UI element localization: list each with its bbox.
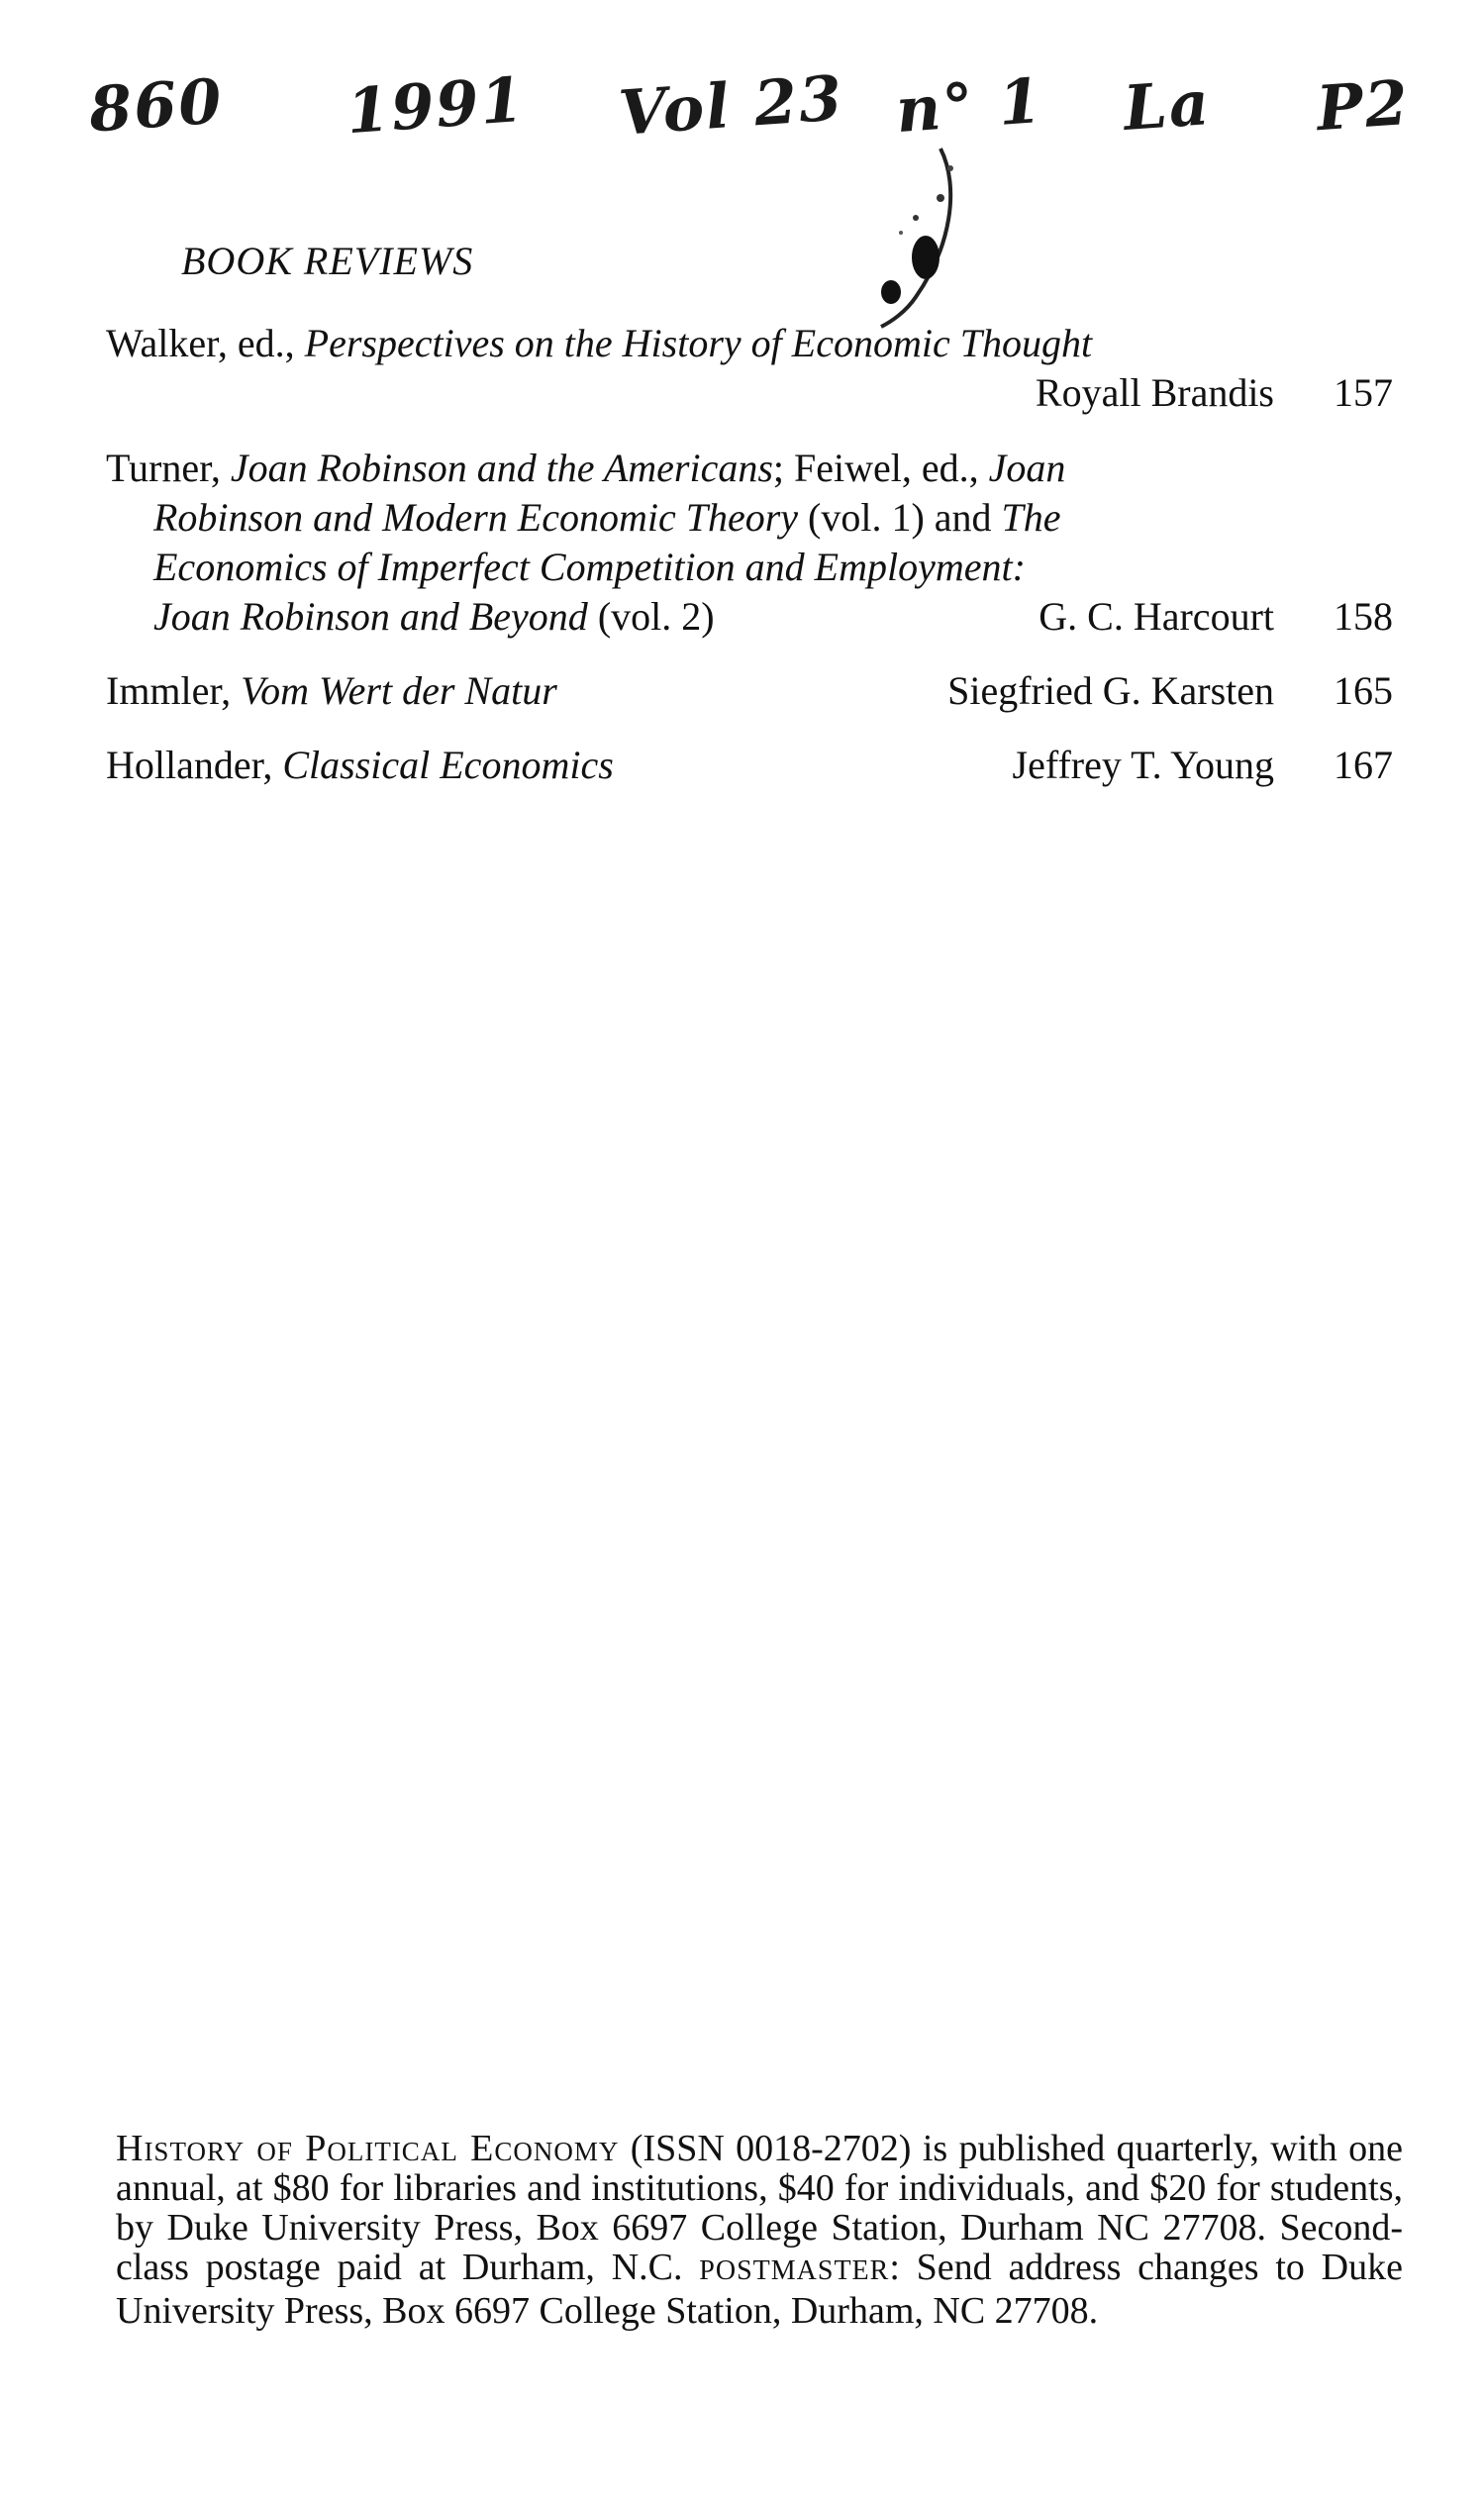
section-title: BOOK REVIEWS <box>181 239 474 283</box>
handwriting-item: P2 <box>1314 65 1413 146</box>
reviewer-name: Royall Brandis <box>1035 370 1274 415</box>
notice-text: (ISSN 0018-2702) is published quarterly, with one annual, at $80 for libraries and institutions, $40 for individuals, and $20 for students, by Duke University Press, Box 6697 College Station, Durham NC 27708. Second-class postage paid at Durham, N.C. <box>116 2128 1403 2288</box>
review-title-line: Hollander, Classical Economics <box>106 743 614 787</box>
handwriting-item: Vol 23 <box>616 61 846 150</box>
publication-notice <box>116 2129 1403 2331</box>
journal-name: History of Political Economy <box>116 2128 620 2169</box>
handwriting-item: 860 <box>86 64 226 147</box>
handwritten-annotations <box>0 61 1484 188</box>
page-number: 158 <box>1334 594 1393 639</box>
review-entry <box>106 319 1393 418</box>
review-title-line: Economics of Imperfect Competition and Employment: <box>153 545 1026 589</box>
review-title-line: Turner, Joan Robinson and the Americans; Feiwel, ed., Joan <box>106 446 1066 490</box>
review-title-line: Joan Robinson and Beyond (vol. 2) <box>153 594 715 639</box>
review-title-line: Robinson and Modern Economic Theory (vol. 1) and The <box>153 495 1061 540</box>
handwriting-item: 1991 <box>344 62 528 149</box>
page-number: 165 <box>1334 668 1393 713</box>
review-entry <box>106 666 1393 716</box>
review-entry <box>106 444 1393 642</box>
postmaster-label: POSTMASTER <box>699 2255 890 2286</box>
page-number: 157 <box>1334 370 1393 415</box>
review-title-line: Walker, ed., Perspectives on the History of Economic Thought <box>106 321 1093 365</box>
handwriting-item: La <box>1121 66 1214 145</box>
reviewer-name: Jeffrey T. Young <box>1012 743 1274 787</box>
notice-text: : Send address changes to Duke University Press, Box 6697 College Station, Durham, NC 27708. <box>116 2247 1403 2332</box>
review-title-line: Immler, Vom Wert der Natur <box>106 668 557 713</box>
review-entry <box>106 741 1393 790</box>
handwriting-item: n° 1 <box>893 63 1046 148</box>
page-number: 167 <box>1334 743 1393 787</box>
reviewer-name: Siegfried G. Karsten <box>947 668 1274 713</box>
reviewer-name: G. C. Harcourt <box>1039 594 1274 639</box>
